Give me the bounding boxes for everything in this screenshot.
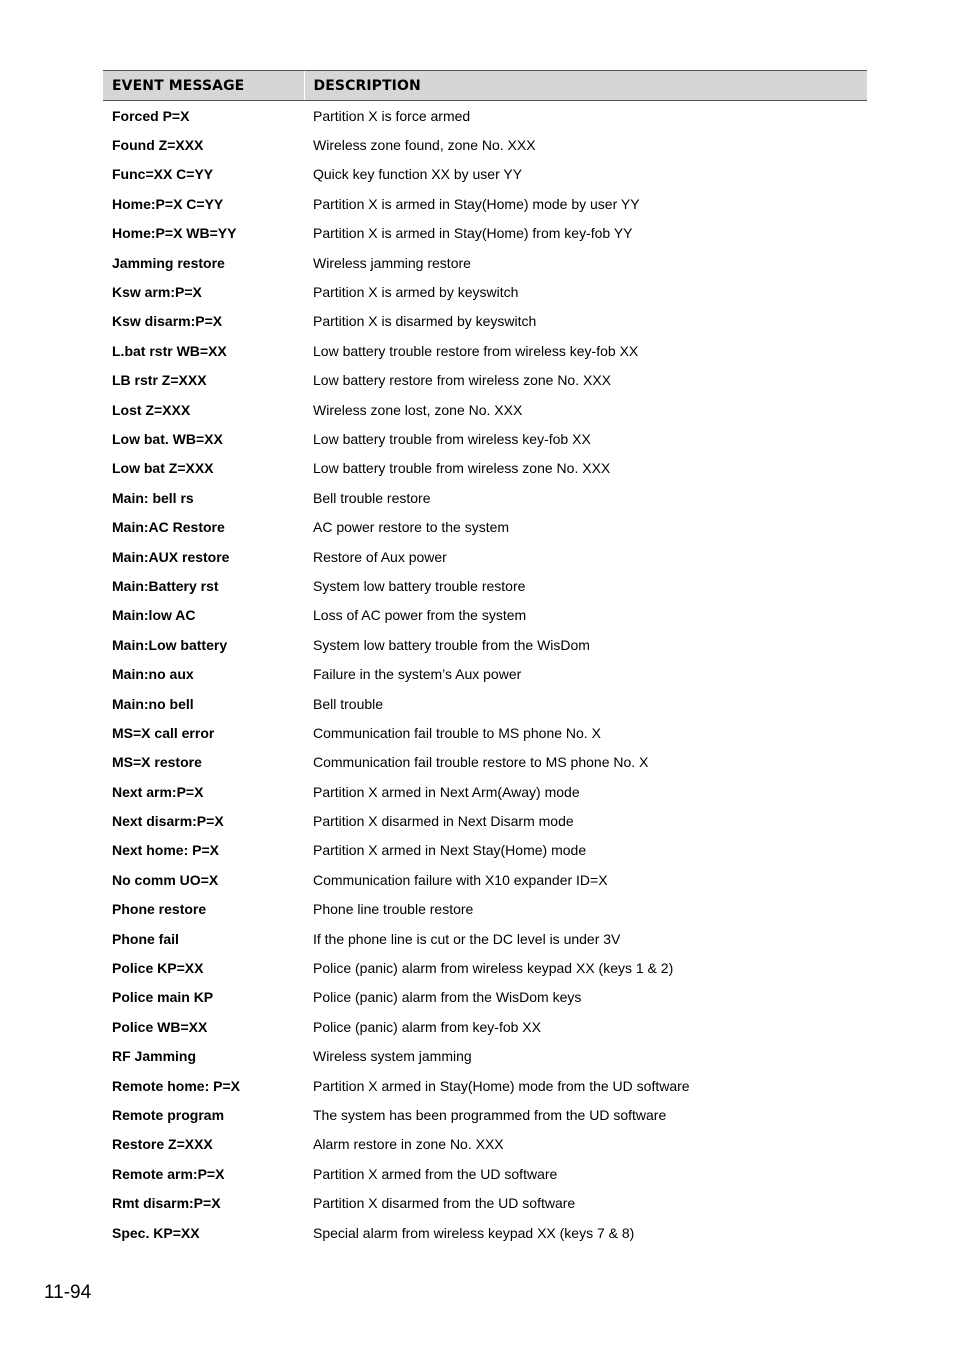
description-cell: AC power restore to the system (313, 519, 510, 536)
description-cell: Partition X armed in Stay(Home) mode from the UD software (313, 1077, 690, 1094)
event-message-cell: Low bat. WB=XX (112, 430, 223, 447)
table-row (103, 630, 867, 659)
table-row (103, 307, 867, 336)
event-message-cell: Police KP=XX (112, 960, 204, 977)
description-cell: Wireless zone lost, zone No. XXX (313, 401, 523, 418)
description-cell: Communication fail trouble restore to MS phone No. X (313, 754, 649, 771)
event-message-cell: Forced P=X (112, 107, 190, 124)
event-message-cell: Next arm:P=X (112, 783, 204, 800)
table-row (103, 748, 867, 777)
table-row (103, 1100, 867, 1129)
event-message-cell: Main:Low battery (112, 636, 228, 653)
table-row (103, 248, 867, 277)
description-cell: Police (panic) alarm from wireless keypad XX (keys 1 & 2) (313, 960, 674, 977)
description-cell: Partition X is disarmed by keyswitch (313, 313, 537, 330)
table-row (103, 836, 867, 865)
description-cell: Bell trouble restore (313, 489, 431, 506)
event-message-cell: Spec. KP=XX (112, 1224, 200, 1241)
header-description: DESCRIPTION (304, 71, 867, 101)
event-message-cell: L.bat rstr WB=XX (112, 342, 227, 359)
description-cell: Wireless zone found, zone No. XXX (313, 137, 536, 154)
description-cell: Partition X armed in Next Stay(Home) mode (313, 842, 587, 859)
table-row (103, 542, 867, 571)
event-message-cell: Home:P=X C=YY (112, 195, 224, 212)
event-message-cell: Main:no bell (112, 695, 194, 712)
event-message-cell: Main: bell rs (112, 489, 194, 506)
event-message-cell: Next disarm:P=X (112, 813, 224, 830)
event-message-cell: Main:AC Restore (112, 519, 225, 536)
table-row (103, 1071, 867, 1100)
table-row (103, 101, 867, 131)
table-row (103, 219, 867, 248)
event-message-cell: MS=X restore (112, 754, 202, 771)
description-cell: Low battery restore from wireless zone No. XXX (313, 372, 612, 389)
table-row (103, 718, 867, 747)
description-cell: If the phone line is cut or the DC level is under 3V (313, 930, 621, 947)
description-cell: Partition X disarmed in Next Disarm mode (313, 813, 574, 830)
event-message-cell: Ksw arm:P=X (112, 284, 202, 301)
table-row (103, 689, 867, 718)
table-row (103, 1012, 867, 1041)
description-cell: Communication failure with X10 expander ID=X (313, 871, 608, 888)
description-cell: Partition X disarmed from the UD software (313, 1195, 576, 1212)
description-cell: Partition X is armed by keyswitch (313, 284, 519, 301)
table-row (103, 924, 867, 953)
table-row (103, 601, 867, 630)
table-row (103, 895, 867, 924)
table-row (103, 160, 867, 189)
event-message-cell: Home:P=X WB=YY (112, 225, 237, 242)
table-row (103, 366, 867, 395)
table-row (103, 571, 867, 600)
event-message-cell: Jamming restore (112, 254, 225, 271)
header-event-message: EVENT MESSAGE (103, 71, 304, 101)
event-message-cell: Police WB=XX (112, 1018, 208, 1035)
event-message-cell: Remote arm:P=X (112, 1165, 225, 1182)
description-cell: Partition X is armed in Stay(Home) from key-fob YY (313, 225, 633, 242)
description-cell: Communication fail trouble to MS phone No. X (313, 724, 601, 741)
event-message-cell: Phone restore (112, 901, 207, 918)
event-message-cell: Low bat Z=XXX (112, 460, 214, 477)
table-row (103, 395, 867, 424)
description-cell: Police (panic) alarm from the WisDom keys (313, 989, 582, 1006)
table-row (103, 777, 867, 806)
description-cell: Police (panic) alarm from key-fob XX (313, 1018, 541, 1035)
event-message-cell: Main:no aux (112, 666, 194, 683)
event-message-cell: Remote program (112, 1106, 225, 1123)
table-row (103, 983, 867, 1012)
description-cell: Wireless jamming restore (313, 254, 471, 271)
event-message-cell: Found Z=XXX (112, 137, 204, 154)
event-message-cell: LB rstr Z=XXX (112, 372, 207, 389)
event-message-cell: RF Jamming (112, 1048, 197, 1065)
table-row (103, 189, 867, 218)
description-cell: Partition X armed in Next Arm(Away) mode (313, 783, 580, 800)
event-message-cell: Main:AUX restore (112, 548, 230, 565)
description-cell: Loss of AC power from the system (313, 607, 527, 624)
event-message-cell: No comm UO=X (112, 871, 219, 888)
event-message-table (103, 70, 867, 1247)
description-cell: Low battery trouble from wireless zone No. XXX (313, 460, 611, 477)
table-body (103, 101, 867, 1248)
table-row (103, 130, 867, 159)
table-header (103, 71, 867, 101)
description-cell: Wireless system jamming (313, 1048, 472, 1065)
header-row (103, 71, 867, 101)
table-row (103, 424, 867, 453)
table-row (103, 1188, 867, 1217)
description-cell: The system has been programmed from the UD software (313, 1106, 667, 1123)
table-row (103, 806, 867, 835)
table-row (103, 659, 867, 688)
description-cell: Special alarm from wireless keypad XX (keys 7 & 8) (313, 1224, 635, 1241)
description-cell: Partition X armed from the UD software (313, 1165, 558, 1182)
table-row (103, 454, 867, 483)
event-message-cell: Next home: P=X (112, 842, 219, 859)
table-row (103, 277, 867, 306)
description-cell: Low battery trouble restore from wireless key-fob XX (313, 342, 639, 359)
table-row (103, 512, 867, 541)
event-message-cell: Rmt disarm:P=X (112, 1195, 221, 1212)
page-number: 11-94 (44, 1282, 92, 1303)
event-message-cell: MS=X call error (112, 724, 215, 741)
description-cell: Low battery trouble from wireless key-fob XX (313, 430, 591, 447)
table-row (103, 336, 867, 365)
event-message-cell: Ksw disarm:P=X (112, 313, 223, 330)
description-cell: Phone line trouble restore (313, 901, 474, 918)
description-cell: Partition X is force armed (313, 107, 471, 124)
table-row (103, 483, 867, 512)
description-cell: Restore of Aux power (313, 548, 447, 565)
description-cell: Failure in the system’s Aux power (313, 666, 522, 683)
description-cell: System low battery trouble restore (313, 577, 526, 594)
table-row (103, 1218, 867, 1247)
description-cell: Bell trouble (313, 695, 384, 712)
event-message-cell: Lost Z=XXX (112, 401, 191, 418)
description-cell: Alarm restore in zone No. XXX (313, 1136, 504, 1153)
event-message-cell: Remote home: P=X (112, 1077, 240, 1094)
event-message-cell: Main:Battery rst (112, 577, 219, 594)
event-message-cell: Police main KP (112, 989, 214, 1006)
description-cell: Quick key function XX by user YY (313, 166, 523, 183)
table-row (103, 1042, 867, 1071)
event-message-cell: Main:low AC (112, 607, 196, 624)
table-row (103, 953, 867, 982)
event-message-cell: Phone fail (112, 930, 179, 947)
event-message-cell: Restore Z=XXX (112, 1136, 213, 1153)
description-cell: Partition X is armed in Stay(Home) mode by user YY (313, 195, 640, 212)
table-row (103, 865, 867, 894)
description-cell: System low battery trouble from the WisDom (313, 636, 590, 653)
table-row (103, 1159, 867, 1188)
event-message-cell: Func=XX C=YY (112, 166, 214, 183)
table-row (103, 1130, 867, 1159)
